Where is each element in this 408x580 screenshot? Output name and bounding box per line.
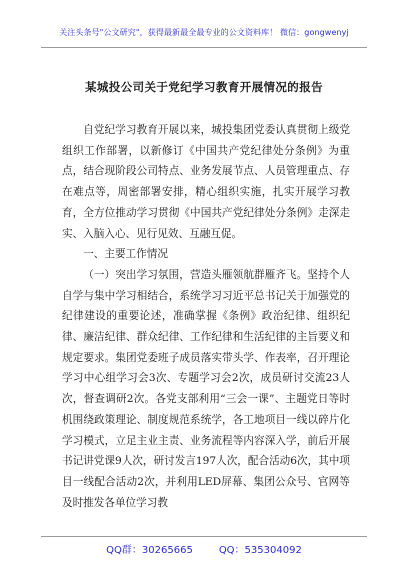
footer-contact: [0, 541, 408, 556]
header-divider: [41, 47, 367, 48]
footer-divider: [41, 536, 367, 537]
document-title: 某城投公司关于党纪学习教育开展情况的报告: [85, 80, 323, 94]
document-body: [62, 120, 350, 513]
header-promo-text: 关注头条号"公文研究"，获得最新最全最专业的公文资料库！ 微信：gongwenyj: [59, 28, 349, 37]
section-heading: 一、主要工作情况: [83, 248, 168, 261]
intro-paragraph: 自党纪学习教育开展以来，城投集团党委认真贯彻上级党组织工作部署，以新修订《中国共产党纪律处分条例》为重点，结合现阶段公司特点、业务发展节点、人员管理重点、存在难点等，周密部署安排，精心组织实施，扎实开展学习教育，全方位推动学习贯彻《中国共产党纪律处分条例》走深走实、入脑入心、见行见效、互融互促。: [62, 124, 350, 240]
qq-group-label: QQ群：30265665: [106, 545, 193, 556]
qq-contact-label: QQ：535304092: [218, 545, 302, 556]
sub-paragraph: （一）突出学习氛围，营造头雁领航群雁齐飞。坚持个人自学与集中学习相结合，系统学习习近平总书记关于加强党的纪律建设的重要论述，准确掌握《条例》政治纪律、组织纪律、廉洁纪律、群众纪律、工作纪律和生活纪律的主旨要义和规定要求。集团党委班子成员落实带头学、作表率，召开理论学习中心组学习会3次、专题学习会2次，成员研讨交流23人次，督查调研2次。各党支部利用“三会一课”、主题党日等时机围绕政策理论、制度规范系统学，各工地项目一线以碎片化学习模式，立足主业主责、业务流程等内容深入学，前后开展书记讲党课9人次，研讨发言197人次，配合活动6次，其中项目一线配合活动2次，并利用LED屏幕、集团公众号、官网等及时推发各单位学习教: [62, 268, 350, 509]
